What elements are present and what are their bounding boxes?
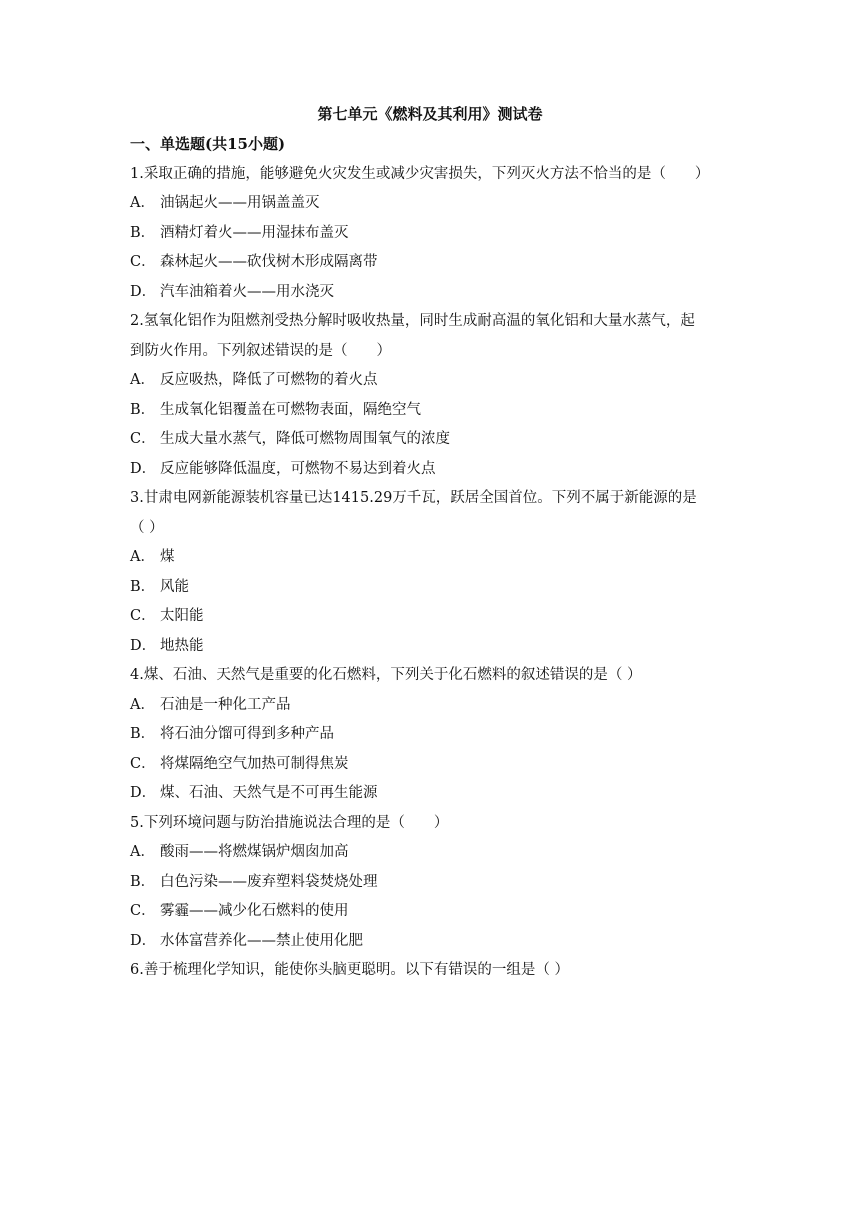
option-letter: A．	[130, 697, 155, 713]
question-2-option-a	[130, 370, 740, 390]
option-letter: C．	[130, 756, 156, 772]
question-5-option-c	[130, 901, 740, 921]
question-3-option-a	[130, 547, 740, 567]
question-3-option-d	[130, 636, 740, 656]
question-5-stem: 5.下列环境问题与防治措施说法合理的是（ ）	[130, 815, 449, 831]
option-text: 煤	[160, 549, 175, 565]
option-letter: A．	[130, 549, 155, 565]
question-3-option-b	[130, 577, 740, 597]
question-4-option-c	[130, 754, 740, 774]
option-letter: D．	[130, 933, 157, 949]
option-text: 汽车油箱着火——用水浇灭	[160, 284, 334, 300]
question-3-stem-line-1: 3.甘肃电网新能源装机容量已达1415.29万千瓦，跃居全国首位。下列不属于新能源的是	[130, 490, 697, 506]
option-text: 地热能	[160, 638, 204, 654]
option-letter: B．	[130, 579, 156, 595]
option-text: 森林起火——砍伐树木形成隔离带	[160, 254, 378, 270]
question-2-stem-line-1: 2.氢氧化铝作为阻燃剂受热分解时吸收热量，同时生成耐高温的氧化铝和大量水蒸气，起	[130, 313, 695, 329]
question-4-option-b	[130, 724, 740, 744]
option-letter: D．	[130, 461, 157, 477]
question-1-option-d	[130, 282, 740, 302]
option-letter: D．	[130, 284, 157, 300]
question-2-option-b	[130, 400, 740, 420]
option-text: 酒精灯着火——用湿抹布盖灭	[160, 225, 349, 241]
option-text: 石油是一种化工产品	[160, 697, 291, 713]
option-text: 煤、石油、天然气是不可再生能源	[160, 785, 378, 801]
option-letter: C．	[130, 254, 156, 270]
question-2-stem-line-2: 到防火作用。下列叙述错误的是（ ）	[130, 343, 391, 359]
option-letter: A．	[130, 195, 155, 211]
question-4-option-a	[130, 695, 740, 715]
question-1-option-c	[130, 252, 740, 272]
section-heading: 一、单选题(共15小题)	[130, 135, 286, 153]
option-text: 水体富营养化——禁止使用化肥	[160, 933, 363, 949]
question-4-stem: 4.煤、石油、天然气是重要的化石燃料，下列关于化石燃料的叙述错误的是（ ）	[130, 667, 642, 683]
option-text: 油锅起火——用锅盖盖灭	[160, 195, 320, 211]
option-letter: B．	[130, 726, 156, 742]
question-1-option-b	[130, 223, 740, 243]
option-text: 白色污染——废弃塑料袋焚烧处理	[160, 874, 378, 890]
option-text: 将煤隔绝空气加热可制得焦炭	[160, 756, 349, 772]
question-2-option-c	[130, 429, 740, 449]
question-4-option-d	[130, 783, 740, 803]
document-title: 第七单元《燃料及其利用》测试卷	[317, 105, 543, 123]
question-5-option-a	[130, 842, 740, 862]
question-1-option-a	[130, 193, 740, 213]
question-3-stem-line-2: （ ）	[130, 520, 164, 536]
option-letter: B．	[130, 402, 156, 418]
option-letter: B．	[130, 874, 156, 890]
option-letter: D．	[130, 638, 157, 654]
option-text: 将石油分馏可得到多种产品	[160, 726, 334, 742]
option-text: 生成大量水蒸气，降低可燃物周围氧气的浓度	[160, 431, 450, 447]
option-text: 反应吸热，降低了可燃物的着火点	[160, 372, 378, 388]
question-2-option-d	[130, 459, 740, 479]
option-text: 生成氧化铝覆盖在可燃物表面，隔绝空气	[160, 402, 421, 418]
option-text: 雾霾——减少化石燃料的使用	[160, 903, 349, 919]
option-text: 风能	[160, 579, 189, 595]
option-text: 太阳能	[160, 608, 204, 624]
option-text: 酸雨——将燃煤锅炉烟囱加高	[160, 844, 349, 860]
question-3-option-c	[130, 606, 740, 626]
option-letter: C．	[130, 608, 156, 624]
question-1-stem: 1.采取正确的措施，能够避免火灾发生或减少灾害损失，下列灭火方法不恰当的是（ ）	[130, 166, 710, 182]
option-text: 反应能够降低温度，可燃物不易达到着火点	[160, 461, 436, 477]
option-letter: D．	[130, 785, 157, 801]
question-5-option-b	[130, 872, 740, 892]
option-letter: A．	[130, 844, 155, 860]
question-5-option-d	[130, 931, 740, 951]
option-letter: C．	[130, 903, 156, 919]
option-letter: A．	[130, 372, 155, 388]
option-letter: C．	[130, 431, 156, 447]
option-letter: B．	[130, 225, 156, 241]
question-6-stem: 6.善于梳理化学知识，能使你头脑更聪明。以下有错误的一组是（ ）	[130, 962, 569, 978]
